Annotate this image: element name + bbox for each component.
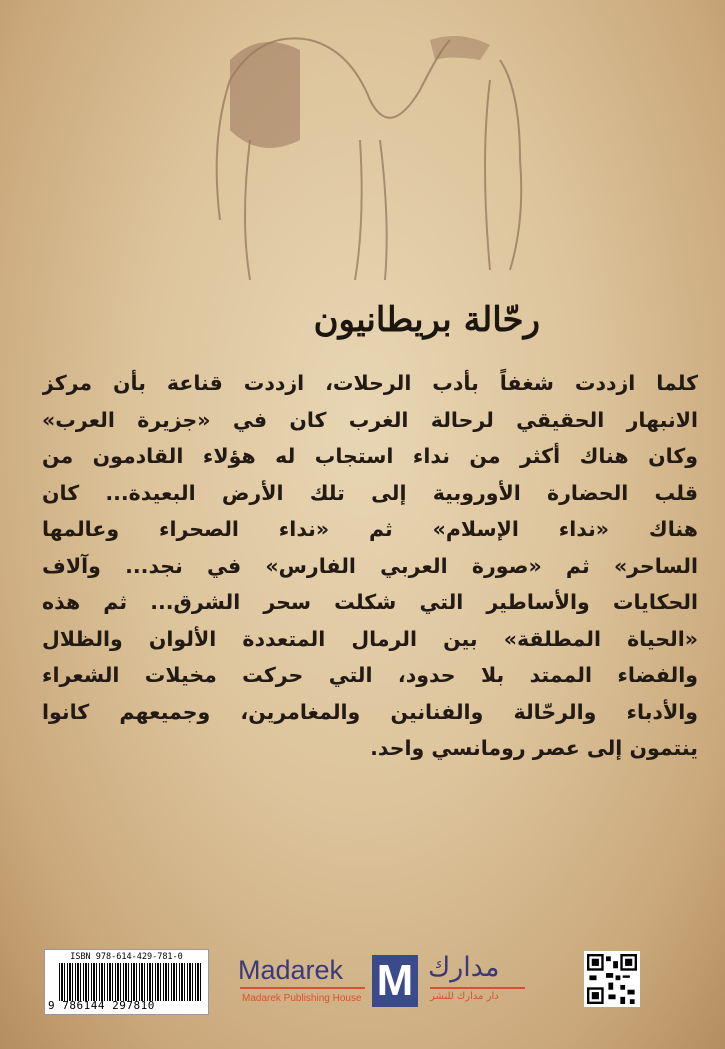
isbn-text: ISBN 978-614-429-781-0	[70, 952, 183, 962]
barcode-bars	[59, 963, 202, 1001]
publisher-subtitle-ar: دار مدارك للنشر	[430, 991, 499, 1002]
publisher-subtitle-en: Madarek Publishing House	[242, 993, 362, 1004]
blurb-line: والأدباء والرحّالة والفنانين والمغامرين، وجميعهم كانوا	[42, 699, 698, 724]
blurb-line: الانبهار الحقيقي لرحالة الغرب كان في «جزيرة العرب»	[42, 407, 698, 432]
blurb-line: والفضاء الممتد بلا حدود، التي حركت مخيلات الشعراء	[42, 663, 698, 687]
blurb-line: قلب الحضارة الأوروبية إلى تلك الأرض البعيدة... كان	[42, 480, 698, 505]
blurb-line: «الحياة المطلقة» بين الرمال المتعددة الألوان والظلال	[42, 626, 698, 651]
book-title: رحّالة بريطانيون	[313, 300, 540, 340]
qr-code-icon	[584, 951, 640, 1007]
blurb-line: كلما ازددت شغفاً بأدب الرحلات، ازددت قناعة بأن مركز	[42, 371, 698, 395]
divider	[430, 987, 525, 989]
publisher-logo: M	[372, 955, 418, 1007]
isbn-barcode	[44, 949, 209, 1015]
blurb-line: الساحر» ثم «صورة العربي الفارس» في نجد... وآلاف	[42, 553, 698, 578]
blurb-text	[42, 365, 698, 767]
publisher-name-ar: مدارك	[428, 952, 500, 983]
blurb-line: وكان هناك أكثر من نداء استجاب له هؤلاء القادمون من	[42, 444, 698, 468]
camel-illustration	[190, 20, 580, 310]
publisher-name-en: Madarek	[238, 955, 344, 985]
barcode-number: 9 786144 297810	[48, 999, 155, 1012]
divider	[240, 987, 365, 989]
blurb-line: الحكايات والأساطير التي شكلت سحر الشرق... ثم هذه	[42, 590, 698, 614]
blurb-line: هناك «نداء الإسلام» ثم «نداء الصحراء وعالمها	[42, 517, 698, 541]
blurb-line: ينتمون إلى عصر رومانسي واحد.	[370, 736, 698, 760]
